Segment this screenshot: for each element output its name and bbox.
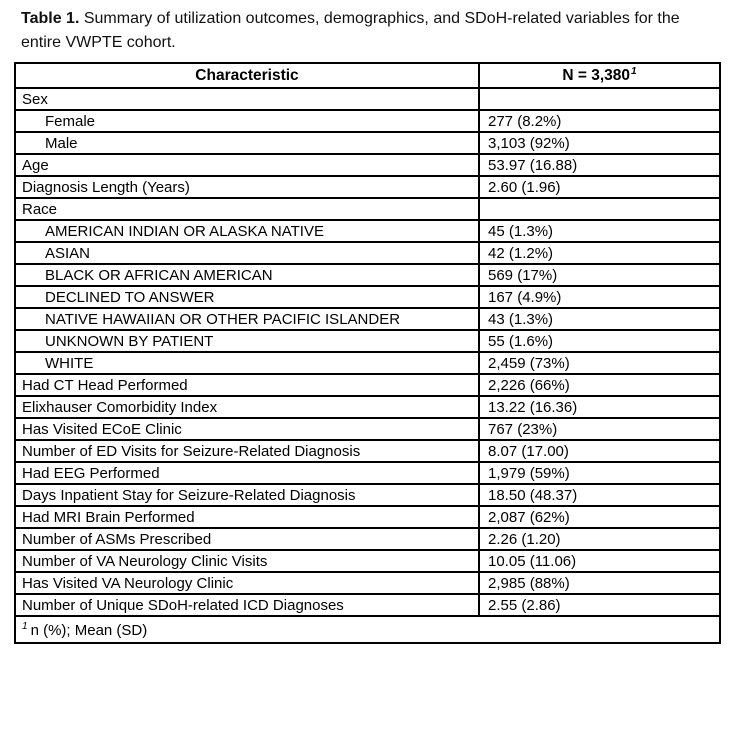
table-row: [15, 506, 720, 528]
characteristic-cell: Diagnosis Length (Years): [15, 176, 479, 198]
characteristic-cell: Sex: [15, 88, 479, 110]
characteristic-cell: Race: [15, 198, 479, 220]
value-cell: 167 (4.9%): [479, 286, 720, 308]
table-row: [15, 352, 720, 374]
table-footer: [15, 616, 720, 643]
value-cell: [479, 88, 720, 110]
summary-table: [14, 62, 721, 644]
table-header: [15, 63, 720, 88]
table-row: [15, 176, 720, 198]
value-cell: 42 (1.2%): [479, 242, 720, 264]
value-cell: 2,985 (88%): [479, 572, 720, 594]
value-cell: [479, 198, 720, 220]
value-cell: 277 (8.2%): [479, 110, 720, 132]
table-row: [15, 264, 720, 286]
characteristic-cell: Had MRI Brain Performed: [15, 506, 479, 528]
characteristic-cell: AMERICAN INDIAN OR ALASKA NATIVE: [15, 220, 479, 242]
footnote-text: n (%); Mean (SD): [30, 621, 148, 639]
table-row: [15, 440, 720, 462]
table-row: [15, 286, 720, 308]
value-cell: 2.55 (2.86): [479, 594, 720, 616]
characteristic-cell: NATIVE HAWAIIAN OR OTHER PACIFIC ISLANDER: [15, 308, 479, 330]
characteristic-cell: Days Inpatient Stay for Seizure-Related Diagnosis: [15, 484, 479, 506]
table-caption-text: Summary of utilization outcomes, demographics, and SDoH-related variables for the entire VWPTE cohort.: [21, 10, 680, 51]
characteristic-cell: WHITE: [15, 352, 479, 374]
table-row: [15, 374, 720, 396]
table-row: [15, 198, 720, 220]
characteristic-cell: Had EEG Performed: [15, 462, 479, 484]
table-row: [15, 528, 720, 550]
characteristic-cell: DECLINED TO ANSWER: [15, 286, 479, 308]
value-cell: 2.26 (1.20): [479, 528, 720, 550]
value-cell: 8.07 (17.00): [479, 440, 720, 462]
table-row: [15, 330, 720, 352]
table-caption: [21, 7, 720, 55]
table-caption-label: Table 1.: [21, 10, 80, 27]
value-cell: 1,979 (59%): [479, 462, 720, 484]
table-row: [15, 132, 720, 154]
value-cell: 10.05 (11.06): [479, 550, 720, 572]
value-cell: 2,459 (73%): [479, 352, 720, 374]
value-cell: 18.50 (48.37): [479, 484, 720, 506]
table-row: [15, 110, 720, 132]
header-row: [15, 63, 720, 88]
characteristic-cell: Age: [15, 154, 479, 176]
table-row: [15, 462, 720, 484]
footnote-superscript: 1: [22, 620, 28, 632]
value-cell: 2,087 (62%): [479, 506, 720, 528]
n-column-header-superscript: 1: [631, 65, 637, 77]
characteristic-cell: Male: [15, 132, 479, 154]
characteristic-cell: Number of VA Neurology Clinic Visits: [15, 550, 479, 572]
value-cell: 53.97 (16.88): [479, 154, 720, 176]
characteristic-cell: Elixhauser Comorbidity Index: [15, 396, 479, 418]
table-row: [15, 594, 720, 616]
n-column-header: [479, 63, 720, 88]
footnote-cell: [15, 616, 720, 643]
characteristic-column-header: Characteristic: [15, 63, 479, 88]
characteristic-cell: Has Visited VA Neurology Clinic: [15, 572, 479, 594]
table-row: [15, 396, 720, 418]
table-row: [15, 154, 720, 176]
value-cell: 3,103 (92%): [479, 132, 720, 154]
characteristic-cell: Number of Unique SDoH-related ICD Diagnoses: [15, 594, 479, 616]
table-body: [15, 88, 720, 616]
n-column-header-label: N = 3,380: [562, 67, 631, 85]
characteristic-cell: Has Visited ECoE Clinic: [15, 418, 479, 440]
characteristic-cell: BLACK OR AFRICAN AMERICAN: [15, 264, 479, 286]
characteristic-cell: Number of ASMs Prescribed: [15, 528, 479, 550]
value-cell: 43 (1.3%): [479, 308, 720, 330]
table-row: [15, 550, 720, 572]
table-row: [15, 242, 720, 264]
table-row: [15, 484, 720, 506]
value-cell: 45 (1.3%): [479, 220, 720, 242]
table-row: [15, 418, 720, 440]
characteristic-cell: Number of ED Visits for Seizure-Related Diagnosis: [15, 440, 479, 462]
value-cell: 13.22 (16.36): [479, 396, 720, 418]
table-row: [15, 88, 720, 110]
characteristic-cell: UNKNOWN BY PATIENT: [15, 330, 479, 352]
value-cell: 569 (17%): [479, 264, 720, 286]
table-row: [15, 220, 720, 242]
table-row: [15, 308, 720, 330]
value-cell: 767 (23%): [479, 418, 720, 440]
value-cell: 2.60 (1.96): [479, 176, 720, 198]
footnote-row: [15, 616, 720, 643]
value-cell: 2,226 (66%): [479, 374, 720, 396]
characteristic-cell: ASIAN: [15, 242, 479, 264]
characteristic-cell: Female: [15, 110, 479, 132]
table-row: [15, 572, 720, 594]
characteristic-cell: Had CT Head Performed: [15, 374, 479, 396]
value-cell: 55 (1.6%): [479, 330, 720, 352]
